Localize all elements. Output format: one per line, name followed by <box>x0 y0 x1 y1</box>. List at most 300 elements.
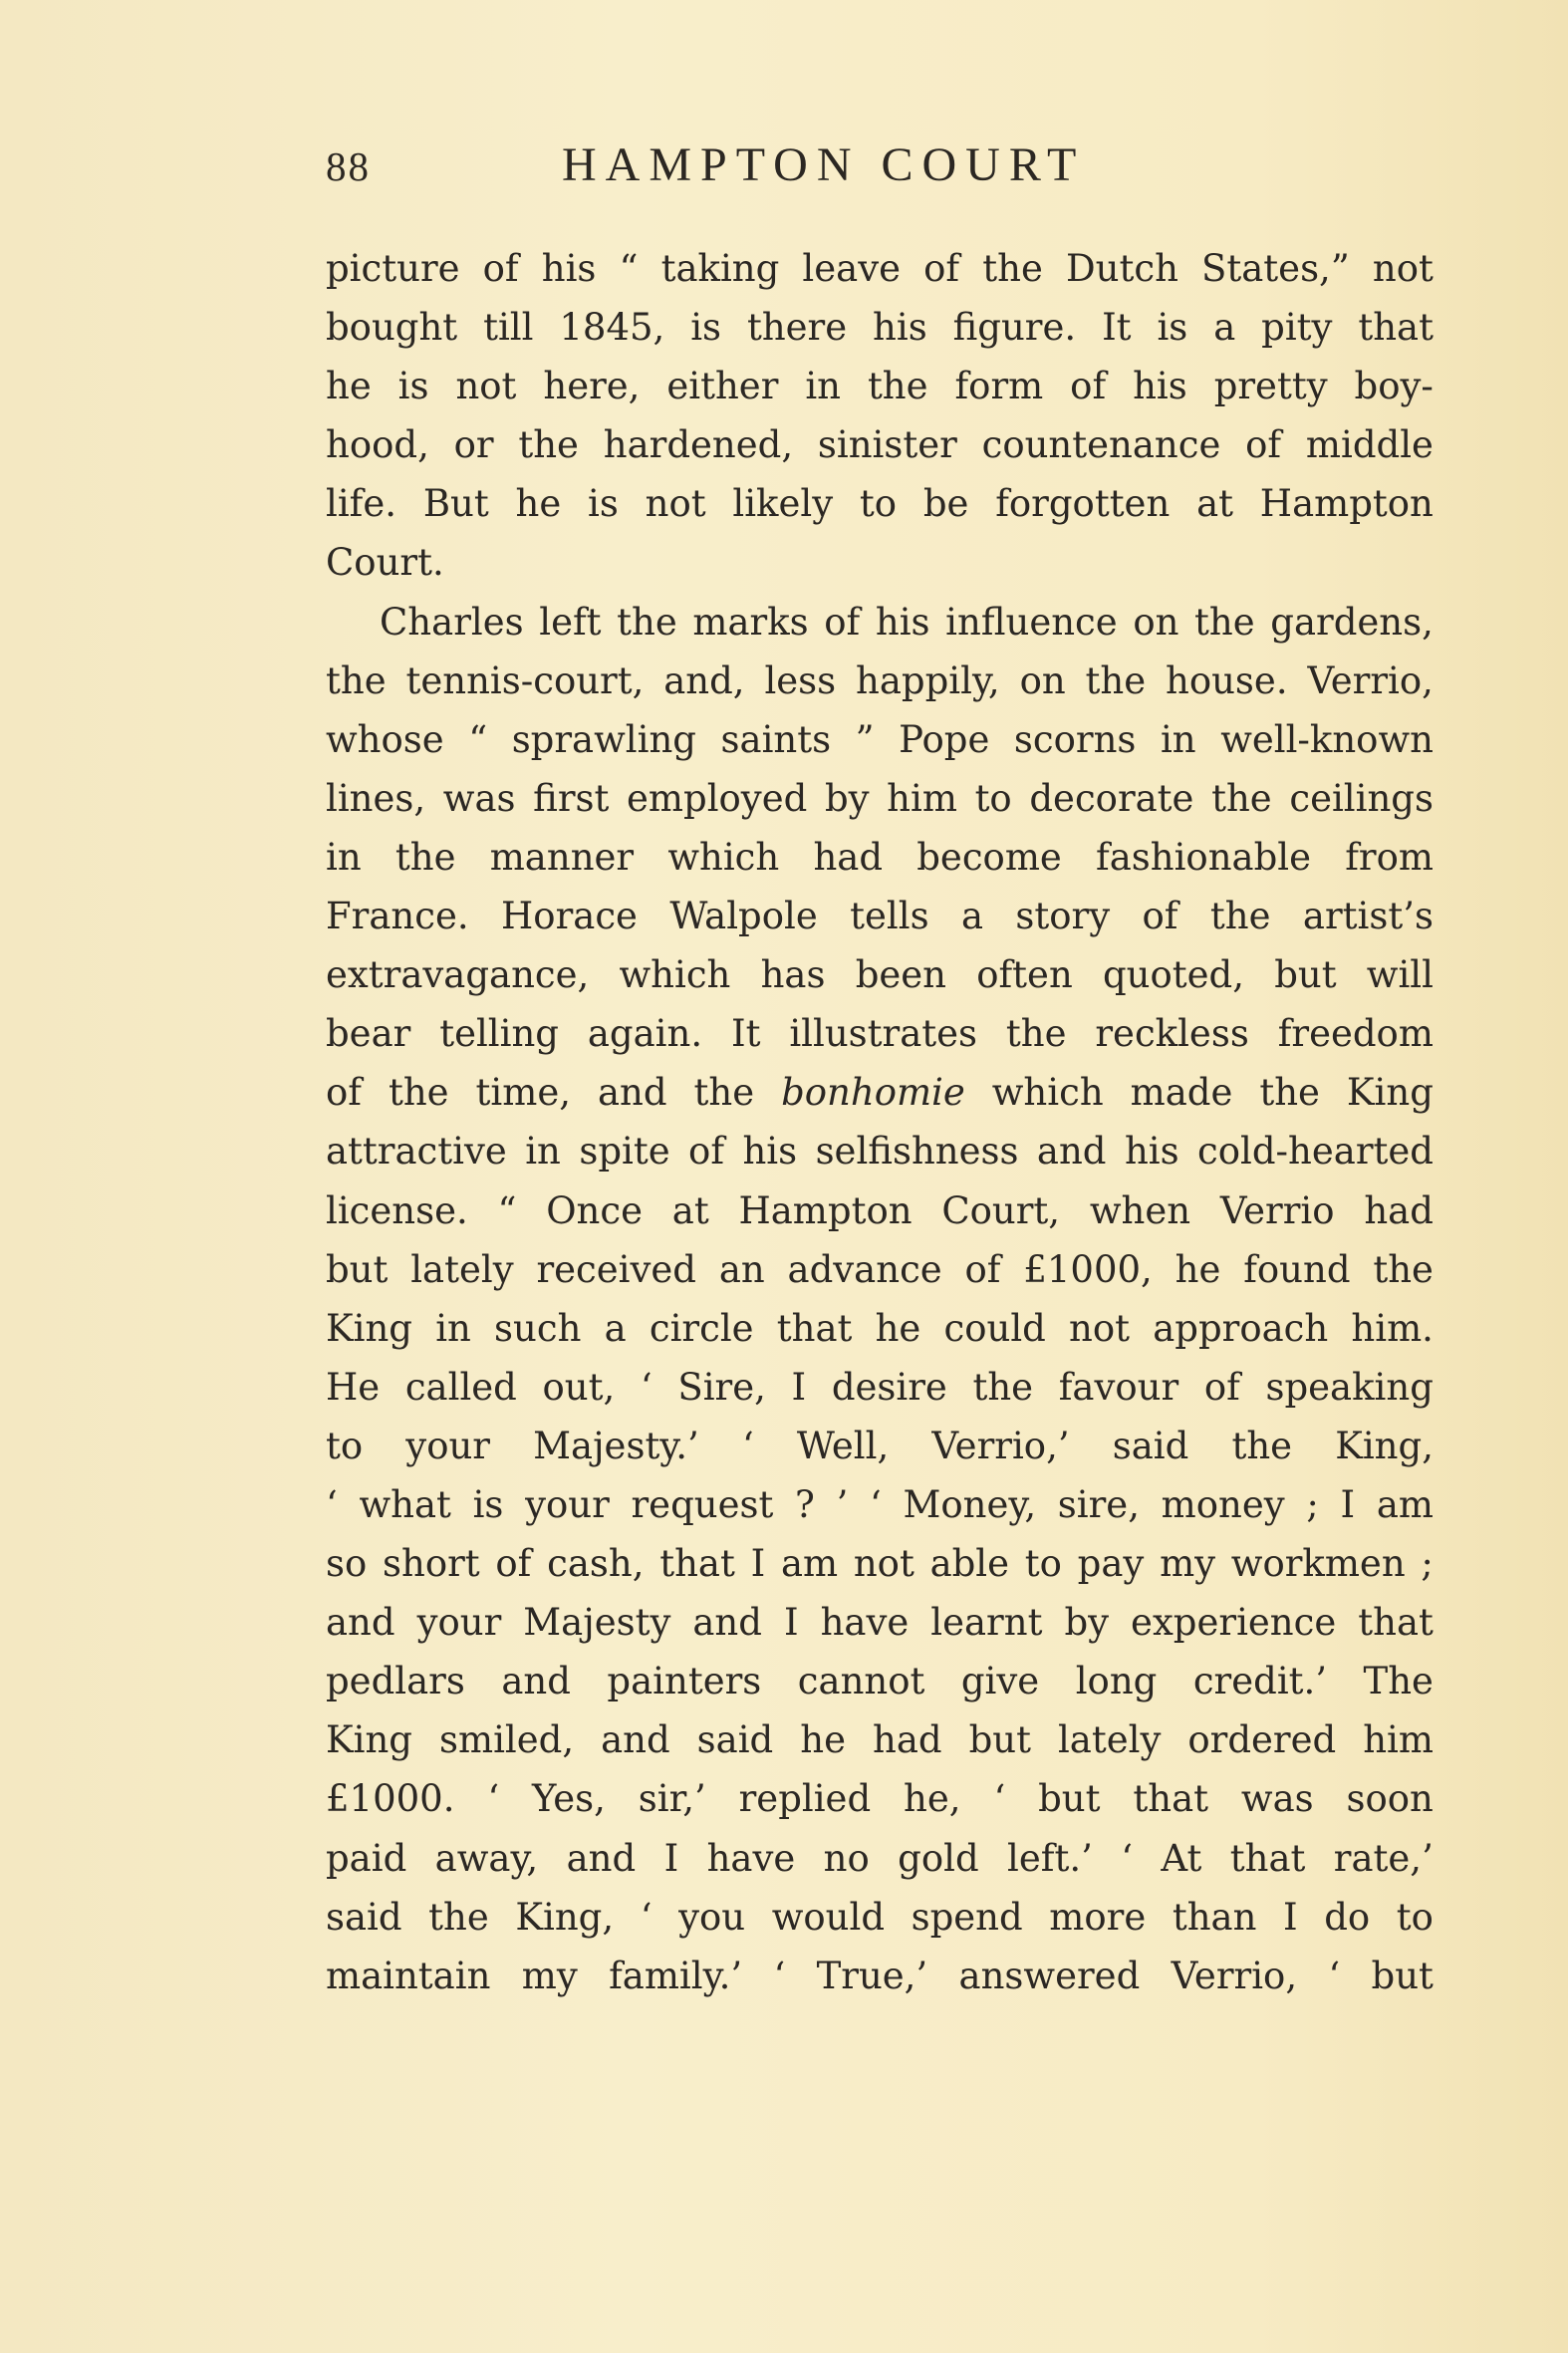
word: house. <box>1166 658 1288 702</box>
word: Court, <box>941 1188 1061 1232</box>
word: hood, <box>326 423 429 467</box>
word: circle <box>649 1306 754 1350</box>
word: “ <box>497 1188 517 1232</box>
word: But <box>422 482 489 526</box>
word: forgotten <box>995 482 1171 526</box>
word: to <box>326 1424 364 1467</box>
word: or <box>453 423 494 467</box>
text-line <box>326 1475 1434 1534</box>
word: said <box>326 1895 402 1939</box>
word: painters <box>607 1660 762 1703</box>
word: ‘ <box>1121 1836 1134 1880</box>
word: called <box>404 1365 517 1409</box>
word: than <box>1172 1895 1257 1939</box>
word: a <box>1213 306 1236 350</box>
word: in <box>525 1130 561 1174</box>
word: bear <box>326 1012 411 1056</box>
text-line <box>326 769 1434 828</box>
word: the <box>518 423 579 467</box>
word: Well, <box>796 1424 890 1467</box>
text-line <box>326 1181 1434 1240</box>
word: Pope <box>899 717 990 761</box>
word: ‘ <box>640 1365 653 1409</box>
word: well-known <box>1220 717 1434 761</box>
word: ‘ <box>326 1482 338 1526</box>
word: to <box>974 776 1012 820</box>
word: Verrio, <box>1307 658 1434 702</box>
word: 1845, <box>559 306 665 350</box>
word: of <box>964 1247 1001 1291</box>
word: but <box>326 1247 389 1291</box>
word: “ <box>468 717 488 761</box>
text-line <box>326 474 1434 533</box>
word: which <box>667 835 780 879</box>
word: have <box>706 1836 796 1880</box>
word: to <box>1024 1542 1062 1586</box>
text-line <box>326 1652 1434 1710</box>
word: ? <box>795 1482 815 1526</box>
word: ; <box>1421 1542 1434 1586</box>
word: lines, <box>326 776 426 820</box>
word: of <box>1070 365 1107 408</box>
word: of <box>688 1130 725 1174</box>
word: Dutch <box>1065 247 1178 290</box>
word: tennis-court, <box>405 658 645 702</box>
word: attractive <box>326 1130 507 1174</box>
word: his <box>1133 365 1187 408</box>
word: said <box>1112 1424 1189 1467</box>
word: learnt <box>930 1601 1043 1645</box>
word: favour <box>1058 1365 1179 1409</box>
word: extravagance, <box>326 953 590 997</box>
word: Charles <box>380 600 524 644</box>
page-number: 88 <box>326 143 371 189</box>
word: King <box>326 1306 412 1350</box>
word: sinister <box>817 423 957 467</box>
word: the <box>1005 1012 1067 1056</box>
word: more <box>1049 1895 1147 1939</box>
word: Majesty.’ <box>533 1424 699 1467</box>
word: cannot <box>797 1660 925 1703</box>
word: sprawling <box>511 717 696 761</box>
word: in <box>435 1306 471 1350</box>
word: saints <box>720 717 832 761</box>
word: I <box>663 1836 679 1880</box>
text-line <box>326 887 1434 945</box>
word: The <box>1363 1660 1434 1703</box>
word: no <box>823 1836 870 1880</box>
word: in <box>805 365 841 408</box>
word: whose <box>326 717 444 761</box>
word: picture <box>326 247 460 290</box>
word: True,’ <box>816 1954 928 1997</box>
word: and <box>597 1071 667 1115</box>
word: Once <box>546 1188 644 1232</box>
word: Court. <box>326 541 444 585</box>
word: ’ <box>836 1482 849 1526</box>
text-line <box>326 533 1434 592</box>
word: a <box>604 1306 627 1350</box>
word: that <box>776 1306 853 1350</box>
word: on <box>1019 658 1066 702</box>
text-line <box>326 1710 1434 1769</box>
text-line <box>326 945 1434 1004</box>
word: was <box>1240 1777 1314 1821</box>
word: either <box>666 365 779 408</box>
word: is <box>1157 306 1188 350</box>
word: by <box>1064 1601 1110 1645</box>
word: I <box>791 1365 807 1409</box>
word: often <box>976 953 1073 997</box>
word: so <box>326 1542 368 1586</box>
word: King, <box>1335 1424 1434 1467</box>
word: in <box>326 835 362 879</box>
word: marks <box>692 600 809 644</box>
word: the <box>982 247 1043 290</box>
text-line <box>326 1947 1434 2005</box>
word: happily, <box>856 658 1000 702</box>
text-line <box>326 298 1434 357</box>
word: sire, <box>1057 1482 1140 1526</box>
word: out, <box>542 1365 616 1409</box>
word: but <box>1274 953 1337 997</box>
word: said <box>696 1718 774 1762</box>
text-line <box>326 1240 1434 1299</box>
text-line <box>326 1829 1434 1888</box>
word: by <box>824 776 870 820</box>
word: request <box>631 1482 774 1526</box>
word: of <box>1203 1365 1240 1409</box>
running-head <box>326 137 1434 197</box>
word: he <box>800 1718 846 1762</box>
word: him <box>887 776 957 820</box>
text-line <box>326 1593 1434 1652</box>
word: of <box>824 600 861 644</box>
text-line <box>326 1534 1434 1593</box>
word: figure. <box>952 306 1077 350</box>
word: short <box>383 1542 480 1586</box>
word: pretty <box>1213 365 1328 408</box>
word: your <box>405 1424 490 1467</box>
word: not <box>455 365 517 408</box>
word: away, <box>434 1836 539 1880</box>
word: from <box>1345 835 1434 879</box>
word: the <box>394 835 456 879</box>
word: gardens, <box>1270 600 1434 644</box>
word: manner <box>489 835 635 879</box>
word: my <box>1160 1542 1216 1586</box>
word: of <box>1142 895 1178 938</box>
word: and <box>601 1718 670 1762</box>
word: Walpole <box>669 895 818 938</box>
word: he <box>515 482 562 526</box>
word: my <box>521 1954 578 1997</box>
word: form <box>954 365 1044 408</box>
word: not <box>1372 247 1434 290</box>
word: time, <box>475 1071 571 1115</box>
word: that <box>659 1542 735 1586</box>
word: his <box>1124 1130 1179 1174</box>
word: made <box>1130 1071 1233 1115</box>
word: leave <box>802 247 902 290</box>
word: ‘ <box>1328 1954 1341 1997</box>
word: maintain <box>326 1954 491 1997</box>
word: the <box>326 658 387 702</box>
book-page <box>326 137 1434 2005</box>
word: here, <box>543 365 641 408</box>
word: King <box>326 1718 412 1762</box>
word: and <box>326 1601 395 1645</box>
word: King, <box>515 1895 615 1939</box>
word: of <box>326 1071 362 1115</box>
text-line <box>326 1004 1434 1063</box>
word: been <box>855 953 946 997</box>
word: story <box>1015 895 1111 938</box>
text-line <box>326 415 1434 474</box>
word: It <box>1102 306 1132 350</box>
text-line <box>326 1417 1434 1475</box>
word: bonhomie <box>781 1071 965 1115</box>
word: States,” <box>1201 247 1350 290</box>
word: but <box>968 1718 1031 1762</box>
word: your <box>525 1482 610 1526</box>
word: ; <box>1306 1482 1319 1526</box>
word: when <box>1089 1188 1191 1232</box>
word: that <box>1358 1601 1434 1645</box>
word: to <box>1396 1895 1434 1939</box>
word: left.’ <box>1007 1836 1093 1880</box>
word: be <box>922 482 969 526</box>
word: and <box>566 1836 637 1880</box>
word: him. <box>1351 1306 1434 1350</box>
word: you <box>678 1895 746 1939</box>
word: workmen <box>1230 1542 1406 1586</box>
text-line <box>326 1063 1434 1122</box>
word: had <box>1364 1188 1434 1232</box>
word: of <box>495 1542 532 1586</box>
word: the <box>867 365 928 408</box>
word: his <box>875 600 930 644</box>
word: pay <box>1077 1542 1145 1586</box>
word: to <box>859 482 898 526</box>
word: selfishness <box>815 1130 1019 1174</box>
word: spend <box>911 1895 1023 1939</box>
word: rate,’ <box>1333 1836 1434 1880</box>
word: at <box>671 1188 709 1232</box>
word: Sire, <box>677 1365 766 1409</box>
word: in <box>1160 717 1196 761</box>
word: illustrates <box>789 1012 978 1056</box>
word: at <box>1196 482 1234 526</box>
text-line <box>326 1888 1434 1947</box>
text-line <box>326 828 1434 887</box>
word: ‘ <box>487 1777 500 1821</box>
word: I <box>783 1601 799 1645</box>
word: ‘ <box>640 1895 653 1939</box>
word: advance <box>787 1247 942 1291</box>
word: that <box>1229 1836 1306 1880</box>
word: credit.’ <box>1192 1660 1328 1703</box>
word: will <box>1366 953 1434 997</box>
word: approach <box>1153 1306 1329 1350</box>
word: is <box>397 365 429 408</box>
text-line <box>326 593 1434 652</box>
word: King <box>1346 1071 1434 1115</box>
word: gold <box>898 1836 979 1880</box>
word: again. <box>587 1012 703 1056</box>
running-title: HAMPTON COURT <box>562 138 1086 191</box>
word: him <box>1363 1718 1434 1762</box>
word: the <box>972 1365 1034 1409</box>
word: his <box>873 306 927 350</box>
word: and <box>1036 1130 1107 1174</box>
word: have <box>820 1601 910 1645</box>
word: such <box>494 1306 582 1350</box>
word: of <box>482 247 519 290</box>
word: Verrio <box>1219 1188 1335 1232</box>
word: ‘ <box>773 1954 786 1997</box>
word: freedom <box>1277 1012 1434 1056</box>
word: that <box>1358 306 1434 350</box>
word: your <box>416 1601 502 1645</box>
word: the <box>1209 895 1271 938</box>
word: life. <box>326 482 397 526</box>
word: I <box>1340 1482 1356 1526</box>
word: smiled, <box>439 1718 575 1762</box>
word: is <box>690 306 722 350</box>
word: he <box>875 1306 921 1350</box>
word: lately <box>410 1247 514 1291</box>
word: the <box>1085 658 1147 702</box>
word: He <box>326 1365 381 1409</box>
word: was <box>442 776 516 820</box>
word: give <box>960 1660 1040 1703</box>
word: had <box>813 835 884 879</box>
word: ” <box>855 717 875 761</box>
word: which <box>619 953 731 997</box>
word: till <box>483 306 534 350</box>
word: become <box>916 835 1062 879</box>
word: taking <box>660 247 780 290</box>
word: found <box>1243 1247 1351 1291</box>
text-line <box>326 1769 1434 1828</box>
word: fashionable <box>1096 835 1311 879</box>
word: quoted, <box>1102 953 1244 997</box>
word: has <box>760 953 826 997</box>
word: the <box>1231 1424 1293 1467</box>
word: ‘ <box>993 1777 1006 1821</box>
word: countenance <box>981 423 1221 467</box>
word: which <box>991 1071 1104 1115</box>
word: and <box>501 1660 571 1703</box>
word: there <box>746 306 848 350</box>
word: not <box>645 482 706 526</box>
word: Majesty <box>523 1601 671 1645</box>
word: ‘ <box>870 1482 882 1526</box>
word: his <box>742 1130 798 1174</box>
text-line <box>326 652 1434 710</box>
word: likely <box>732 482 834 526</box>
word: £1000, <box>1023 1247 1153 1291</box>
word: left <box>539 600 602 644</box>
word: the <box>617 600 677 644</box>
word: license. <box>326 1188 468 1232</box>
word: paid <box>326 1836 407 1880</box>
word: first <box>533 776 610 820</box>
word: the <box>693 1071 755 1115</box>
word: not <box>1069 1306 1131 1350</box>
word: ordered <box>1187 1718 1337 1762</box>
word: decorate <box>1029 776 1194 820</box>
word: and, <box>663 658 745 702</box>
word: influence <box>945 600 1118 644</box>
word: spite <box>579 1130 670 1174</box>
word: a <box>960 895 984 938</box>
word: am <box>780 1542 839 1586</box>
text-line <box>326 1299 1434 1358</box>
word: Horace <box>501 895 638 938</box>
word: employed <box>627 776 808 820</box>
word: reckless <box>1095 1012 1249 1056</box>
word: is <box>588 482 619 526</box>
word: telling <box>439 1012 559 1056</box>
word: Verrio, <box>1171 1954 1298 1997</box>
word: tells <box>850 895 929 938</box>
word: At <box>1161 1836 1202 1880</box>
word: bought <box>326 306 458 350</box>
word: do <box>1324 1895 1371 1939</box>
word: France. <box>326 895 469 938</box>
word: what <box>359 1482 451 1526</box>
word: “ <box>619 247 639 290</box>
word: he <box>326 365 372 408</box>
word: of <box>923 247 960 290</box>
word: artist’s <box>1302 895 1434 938</box>
word: received <box>536 1247 696 1291</box>
word: answered <box>958 1954 1141 1997</box>
word: £1000. <box>326 1777 455 1821</box>
word: ceilings <box>1289 776 1434 820</box>
word: hardened, <box>603 423 794 467</box>
text-line <box>326 357 1434 415</box>
word: the <box>1259 1071 1320 1115</box>
text-line <box>326 1122 1434 1180</box>
word: experience <box>1131 1601 1337 1645</box>
body-text <box>326 239 1434 2005</box>
word: had <box>872 1718 942 1762</box>
word: scorns <box>1013 717 1137 761</box>
word: boy- <box>1354 365 1434 408</box>
word: pedlars <box>326 1660 465 1703</box>
word: his <box>541 247 597 290</box>
word: family.’ <box>609 1954 743 1997</box>
word: speaking <box>1265 1365 1434 1409</box>
word: on <box>1133 600 1179 644</box>
word: pity <box>1261 306 1333 350</box>
text-line <box>326 239 1434 298</box>
word: Money, <box>903 1482 1037 1526</box>
word: cold-hearted <box>1197 1130 1434 1174</box>
text-line <box>326 710 1434 769</box>
word: could <box>943 1306 1046 1350</box>
word: the <box>1211 776 1272 820</box>
word: middle <box>1305 423 1434 467</box>
word: Hampton <box>1259 482 1434 526</box>
word: and <box>692 1601 762 1645</box>
word: Verrio,’ <box>931 1424 1070 1467</box>
word: I <box>750 1542 766 1586</box>
word: would <box>771 1895 885 1939</box>
